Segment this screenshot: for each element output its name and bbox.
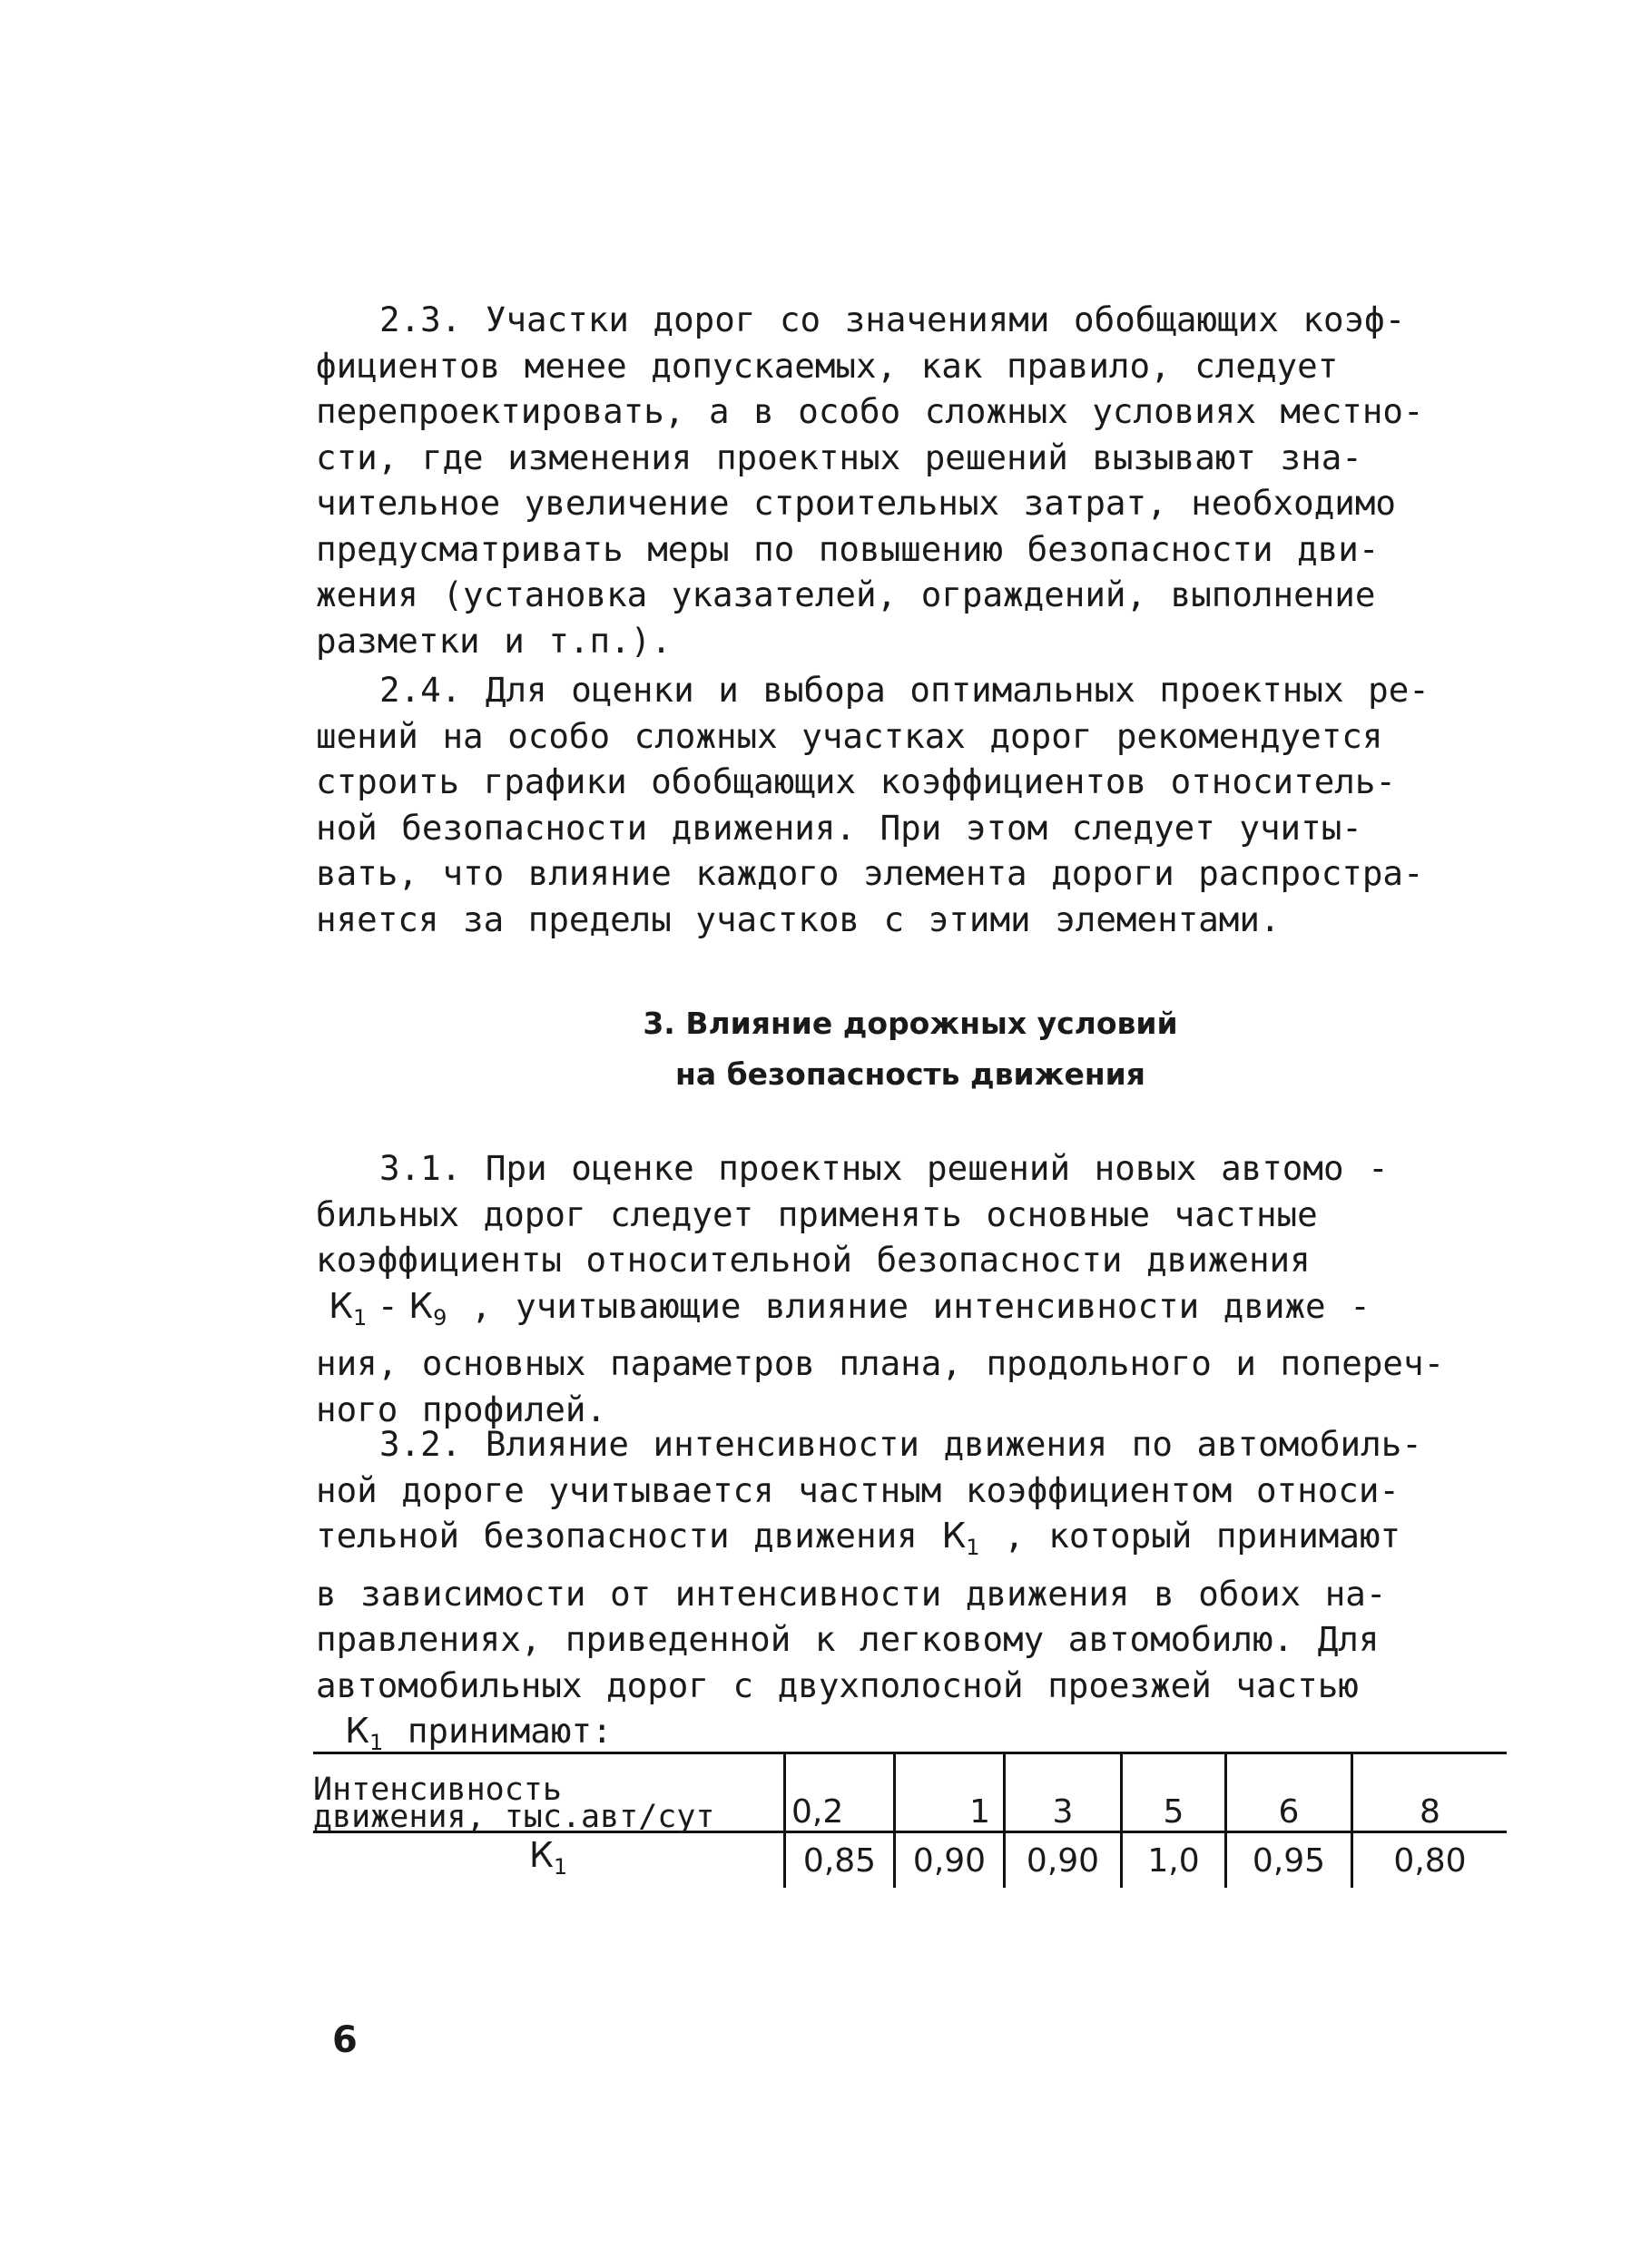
heading-line: 3. Влияние дорожных условий [643, 1006, 1178, 1041]
text-line: вать, что влияние каждого элемента дороги распростра- [316, 853, 1424, 893]
k-range-symbol: $К_1 - К_9$ [329, 1285, 447, 1330]
row-label-cell [313, 1832, 785, 1889]
k1-symbol: $К_1$ [528, 1834, 568, 1880]
table-row [313, 1832, 1507, 1889]
k1-coefficient-table [313, 1752, 1507, 1888]
text-line: коэффициенты относительной безопасности движения [316, 1240, 1311, 1280]
text-line: ной безопасности движения. При этом следует учиты- [316, 807, 1362, 848]
page-number: 6 [332, 2019, 358, 2061]
text-line: 2.4. Для оценки и выбора оптимальных проектных ре- [379, 670, 1430, 710]
table-cell: 3 [1005, 1753, 1122, 1832]
table-cell: 0,2 [785, 1753, 895, 1832]
table-cell: 0,80 [1352, 1832, 1508, 1889]
table-header-row [313, 1753, 1507, 1832]
header-label-line: Интенсивность [313, 1772, 562, 1808]
text-line: 3.1. При оценке проектных решений новых автомо - [379, 1148, 1389, 1188]
text-line: жения (установка указателей, ограждений, выполнение [316, 574, 1376, 614]
text-line: няется за пределы участков с этими элементами. [316, 898, 1281, 939]
text-line: ной дороге учитывается частным коэффициентом относи- [316, 1469, 1400, 1510]
text-line: перепроектировать, а в особо сложных условиях местно- [316, 391, 1424, 431]
k1-symbol: $К_1$ [345, 1711, 384, 1755]
k1-symbol: $К_1$ [941, 1516, 980, 1560]
text-line: $К_1 - К_9$ , учитывающие влияние интенсивности движе - [329, 1285, 1371, 1330]
text-line: $К_1$ принимают: [345, 1711, 613, 1755]
text-line: правлениях, приведенной к легковому автомобилю. Для [316, 1619, 1380, 1659]
text-line: тельной безопасности движения $К_1$ , который принимают [316, 1516, 1401, 1560]
text-line: ного профилей. [316, 1389, 607, 1429]
header-label-cell [313, 1753, 785, 1835]
paragraph-2-3 [316, 297, 1505, 663]
paragraph-2-4 [316, 667, 1505, 942]
text-line: сти, где изменения проектных решений вызывают зна- [316, 437, 1362, 477]
heading-line: на безопасность движения [675, 1056, 1145, 1092]
text-line: в зависимости от интенсивности движения в обоих на- [316, 1573, 1387, 1614]
paragraph-3-1 [316, 1145, 1505, 1432]
table-cell: 1 [895, 1753, 1005, 1832]
header-label-line: движения, тыс.авт/сут [313, 1799, 715, 1835]
text-line: строить графики обобщающих коэффициентов относитель- [316, 761, 1396, 801]
table-cell: 0,90 [1005, 1832, 1122, 1889]
table-cell: 5 [1122, 1753, 1226, 1832]
text-line: чительное увеличение строительных затрат, необходимо [316, 483, 1396, 523]
text-line: 2.3. Участки дорог со значениями обобщающих коэф- [379, 299, 1406, 339]
text-line: автомобильных дорог с двухполосной проезжей частью [316, 1664, 1359, 1705]
table-cell: 0,90 [895, 1832, 1005, 1889]
paragraph-3-2 [316, 1421, 1505, 1766]
text-line: 3.2. Влияние интенсивности движения по автомобиль- [379, 1424, 1422, 1464]
section-heading [316, 998, 1505, 1100]
table-cell: 6 [1226, 1753, 1352, 1832]
text-line: разметки и т.п.). [316, 620, 672, 661]
text-line: бильных дорог следует применять основные частные [316, 1193, 1318, 1234]
table-cell: 8 [1352, 1753, 1508, 1832]
text-line: шений на особо сложных участках дорог рекомендуется [316, 715, 1383, 756]
table-cell: 0,85 [785, 1832, 895, 1889]
text-line: ния, основных параметров плана, продольного и попереч- [316, 1343, 1445, 1383]
text-line: предусматривать меры по повышению безопасности дви- [316, 528, 1380, 569]
text-line: фициентов менее допускаемых, как правило, следует [316, 345, 1339, 386]
table-cell: 0,95 [1226, 1832, 1352, 1889]
table-cell: 1,0 [1122, 1832, 1226, 1889]
